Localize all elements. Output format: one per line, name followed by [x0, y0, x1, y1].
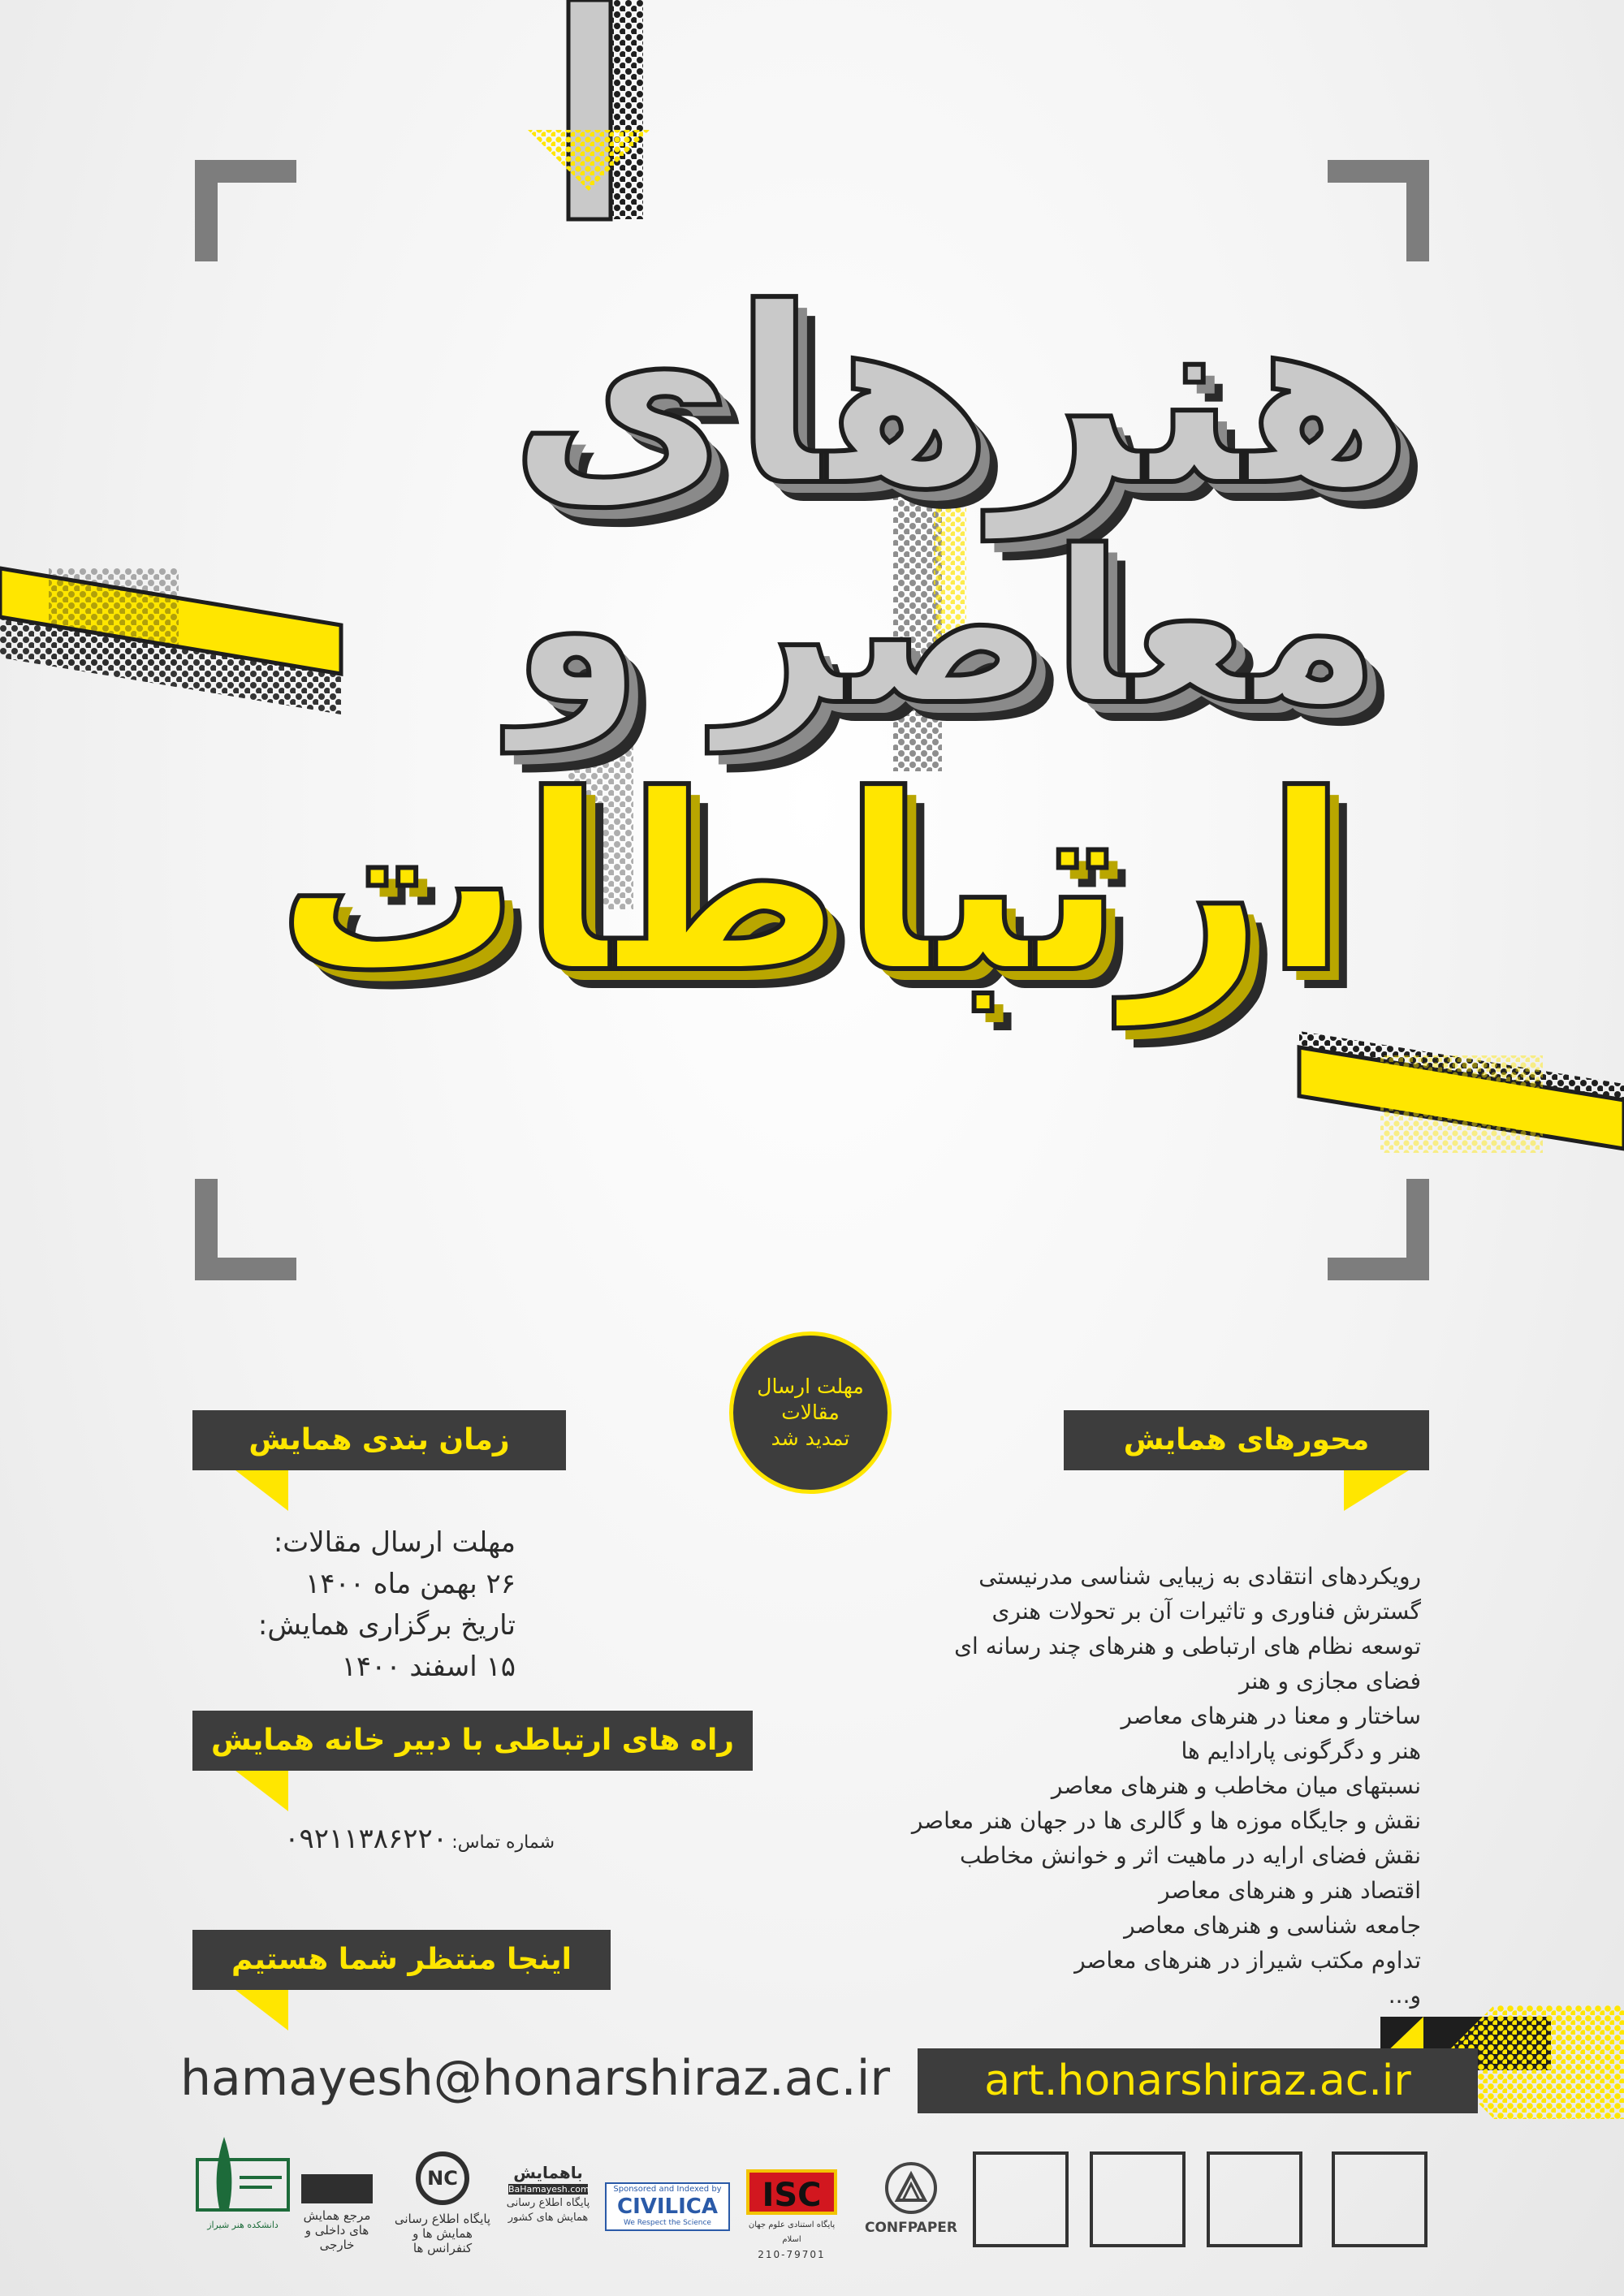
topic-item: گسترش فناوری و تاثیرات آن بر تحولات هنری [991, 1598, 1421, 1625]
confpaper-icon [883, 2160, 939, 2216]
contact-header-tail [235, 1771, 288, 1811]
nc-logo [390, 2151, 495, 2255]
topic-item: نسبتهای میان مخاطب و هنرهای معاصر [1051, 1772, 1421, 1799]
phone-number[interactable]: ۰۹۲۱۱۳۸۶۲۲۰ [284, 1823, 448, 1855]
isc-sub: پایگاه استنادی علوم جهان اسلام [748, 2220, 836, 2244]
badge-line-1: مهلت ارسال [757, 1375, 864, 1398]
schedule-item: تاریخ برگزاری همایش: [257, 1609, 516, 1642]
logo-placeholder-4 [1332, 2151, 1427, 2247]
badge-line-2: مقالات [781, 1400, 840, 1424]
irconf-label: مرجع همایش های داخلی و خارجی [303, 2208, 371, 2252]
waiting-header-label: اینجا منتظر شما هستیم [231, 1943, 572, 1976]
bahamayesh-label: پایگاه اطلاع رسانی همایش های کشور [506, 2197, 590, 2224]
topic-item: ساختار و معنا در هنرهای معاصر [1121, 1703, 1421, 1729]
nc-label: پایگاه اطلاع رسانی همایش ها و کنفرانس ها [394, 2212, 491, 2255]
topics-header [1064, 1410, 1429, 1470]
topics-list [836, 1559, 1421, 2013]
topics-header-tail [1344, 1470, 1409, 1511]
schedule-header [192, 1410, 566, 1470]
logo-placeholder-3 [1207, 2151, 1302, 2247]
confpaper-logo [854, 2160, 968, 2236]
nc-circle-icon [416, 2151, 469, 2205]
bahamayesh-url: BaHamayesh.com [508, 2184, 590, 2195]
waiting-header-tail [235, 1990, 288, 2031]
confpaper-label: CONFPAPER [865, 2220, 957, 2236]
topic-item: هنر و دگرگونی پارادایم ها [1181, 1737, 1421, 1764]
university-label: دانشکده هنر شیراز [207, 2220, 279, 2230]
schedule-list [158, 1522, 516, 1688]
topic-item: نقش و جایگاه موزه ها و گالری ها در جهان هنر معاصر [911, 1807, 1421, 1834]
topic-item: فضای مجازی و هنر [1238, 1668, 1421, 1694]
irconf-logo [296, 2174, 378, 2252]
title-line-3: ارتباطات [276, 743, 1348, 1026]
cypress-tree-icon [195, 2129, 291, 2225]
schedule-item: ۲۶ بهمن ماه ۱۴۰۰ [304, 1568, 516, 1600]
schedule-item: مهلت ارسال مقالات: [273, 1526, 516, 1559]
bahamayesh-logo [503, 2163, 593, 2225]
bahamayesh-title: باهمایش [513, 2163, 583, 2182]
phone-label: شماره تماس: [451, 1832, 555, 1853]
website-url[interactable] [918, 2048, 1478, 2113]
nc-mark: NC [427, 2167, 458, 2190]
university-logo [195, 2129, 291, 2230]
topic-item: رویکردهای انتقادی به زیبایی شناسی مدرنیستی [978, 1563, 1421, 1590]
title-line-1: هنرهای [509, 256, 1413, 539]
topic-item: توسعه نظام های ارتباطی و هنرهای چند رسانه ای [954, 1633, 1421, 1659]
topic-item: نقش فضای ارایه در ماهیت اثر و خوانش مخاطب [959, 1842, 1421, 1869]
topics-header-label: محورهای همایش [1123, 1423, 1370, 1457]
title-line-2: معاصر و [511, 507, 1380, 752]
schedule-item: ۱۵ اسفند ۱۴۰۰ [341, 1651, 516, 1683]
logo-placeholder-2 [1090, 2151, 1186, 2247]
isc-logo [743, 2169, 840, 2262]
civilica-title: CIVILICA [617, 2195, 718, 2219]
contact-header-label: راه های ارتباطی با دبیر خانه همایش [210, 1724, 735, 1757]
isc-number: 210-79701 [758, 2249, 826, 2260]
topic-item: تداوم مکتب شیراز در هنرهای معاصر [1074, 1947, 1421, 1974]
waiting-header [192, 1930, 611, 1990]
topic-item: اقتصاد هنر و هنرهای معاصر [1159, 1877, 1421, 1904]
phone-row [197, 1823, 555, 1863]
contact-header [192, 1711, 753, 1771]
civilica-sub: Sponsored and Indexed by [613, 2185, 722, 2194]
irconf-mark [301, 2174, 373, 2203]
email-address[interactable]: hamayesh@honarshiraz.ac.ir [180, 2050, 891, 2107]
deadline-extended-badge [729, 1331, 892, 1494]
topic-item: و... [1388, 1982, 1421, 2009]
isc-mark: ISC [746, 2169, 837, 2215]
badge-line-3: تمدید شد [771, 1426, 850, 1450]
logo-placeholder-1 [973, 2151, 1069, 2247]
schedule-header-tail [235, 1470, 288, 1511]
website-url-label: art.honarshiraz.ac.ir [984, 2056, 1411, 2105]
civilica-tag: We Respect the Science [624, 2219, 711, 2227]
topic-item: جامعه شناسی و هنرهای معاصر [1124, 1912, 1421, 1939]
schedule-header-label: زمان بندی همایش [248, 1423, 510, 1457]
civilica-logo [605, 2182, 730, 2231]
